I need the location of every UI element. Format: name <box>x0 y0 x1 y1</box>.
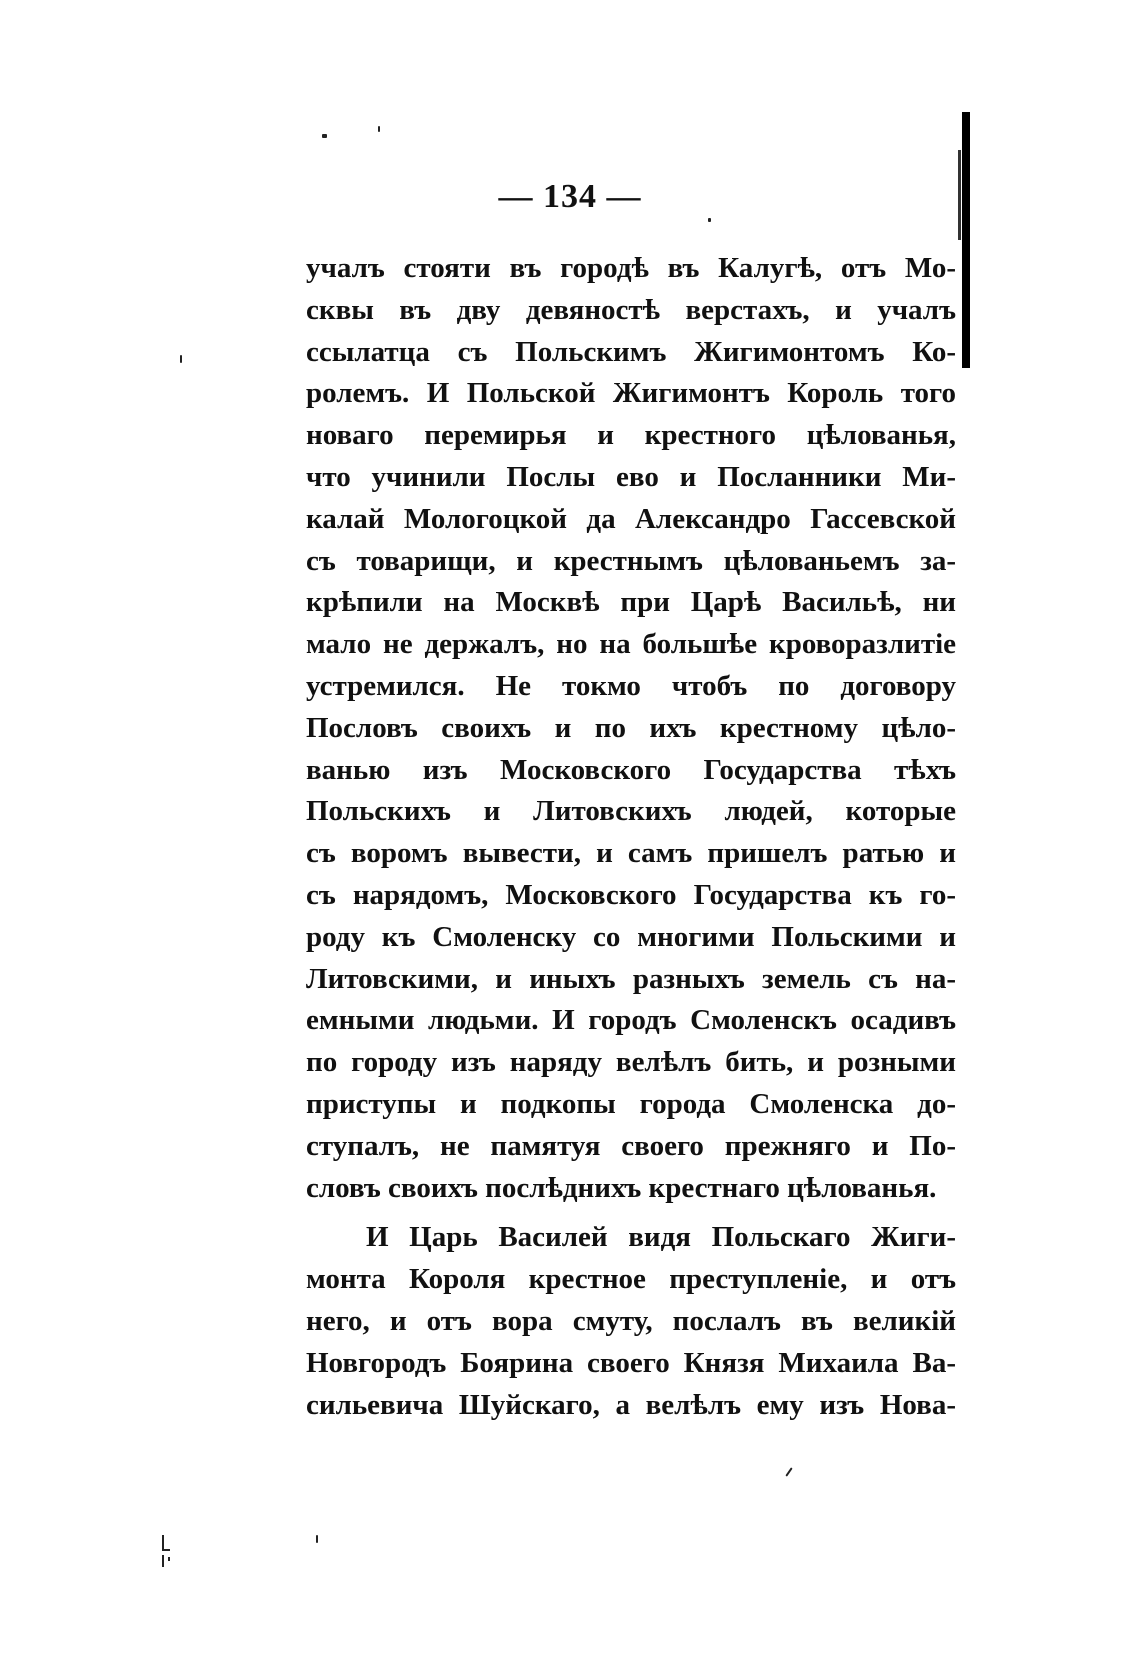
scan-speck <box>316 1535 318 1543</box>
text-line: Польскихъ и Литовскихъ людей, которые <box>306 795 956 828</box>
text-line: приступы и подкопы города Смоленска до- <box>306 1087 956 1120</box>
text-line: крѣпили на Москвѣ при Царѣ Васильѣ, ни <box>306 586 956 619</box>
text-line: калай Мологоцкой да Александро Гассевской <box>306 502 956 535</box>
text-line: мало не держалъ, но на большѣе кроворазлитіе <box>306 628 956 661</box>
text-line: съ товарищи, и крестнымъ цѣлованьемъ за- <box>306 544 956 577</box>
scan-edge-shadow <box>962 112 970 368</box>
text-line: сильевича Шуйскаго, а велѣлъ ему изъ Нова- <box>306 1388 956 1421</box>
text-line: устремился. Не токмо чтобъ по договору <box>306 669 956 702</box>
body-text <box>306 248 956 1426</box>
scan-speck <box>378 126 380 132</box>
text-line: ролемъ. И Польской Жигимонтъ Король того <box>306 377 956 410</box>
text-line: ванью изъ Московского Государства тѣхъ <box>306 753 956 786</box>
text-line: роду къ Смоленску со многими Польскими и <box>306 920 956 953</box>
text-line: съ воромъ вывести, и самъ пришелъ ратью и <box>306 837 956 870</box>
text-line: монта Короля крестное преступленіе, и отъ <box>306 1263 956 1296</box>
text-line: него, и отъ вора смуту, послалъ въ великій <box>306 1304 956 1337</box>
text-line: ссылатца съ Польскимъ Жигимонтомъ Ко- <box>306 335 956 368</box>
text-line-paragraph-end: словъ своихъ послѣднихъ крестнаго цѣлованья. <box>306 1171 937 1204</box>
scan-speck <box>322 134 327 138</box>
text-line: емными людьми. И городъ Смоленскъ осадивъ <box>306 1004 956 1037</box>
text-line: Новгородъ Боярина своего Князя Михаила Ва- <box>306 1346 956 1379</box>
text-line: по городу изъ наряду велѣлъ бить, и розными <box>306 1046 956 1079</box>
text-line: Пословъ своихъ и по ихъ крестному цѣло- <box>306 711 956 744</box>
page-number: — 134 — <box>498 178 642 215</box>
text-line: учалъ стояти въ городѣ въ Калугѣ, отъ Мо- <box>306 252 956 284</box>
text-line-paragraph-start: И Царь Василей видя Польскаго Жиги- <box>366 1221 956 1254</box>
text-line: сквы въ дву девяностѣ верстахъ, и учалъ <box>306 293 956 326</box>
text-line: новаго перемирья и крестного цѣлованья, <box>306 419 956 452</box>
text-line: Литовскими, и иныхъ разныхъ земель съ на- <box>306 962 956 995</box>
text-line: ступалъ, не памятуя своего прежняго и По- <box>306 1129 956 1162</box>
text-line: съ нарядомъ, Московского Государства къ го- <box>306 878 956 911</box>
scan-speck <box>180 355 182 363</box>
scan-speck <box>785 1467 792 1476</box>
text-line: что учинили Послы ево и Посланники Ми- <box>306 460 956 493</box>
scan-speck <box>708 218 711 222</box>
margin-mark <box>160 1535 174 1569</box>
